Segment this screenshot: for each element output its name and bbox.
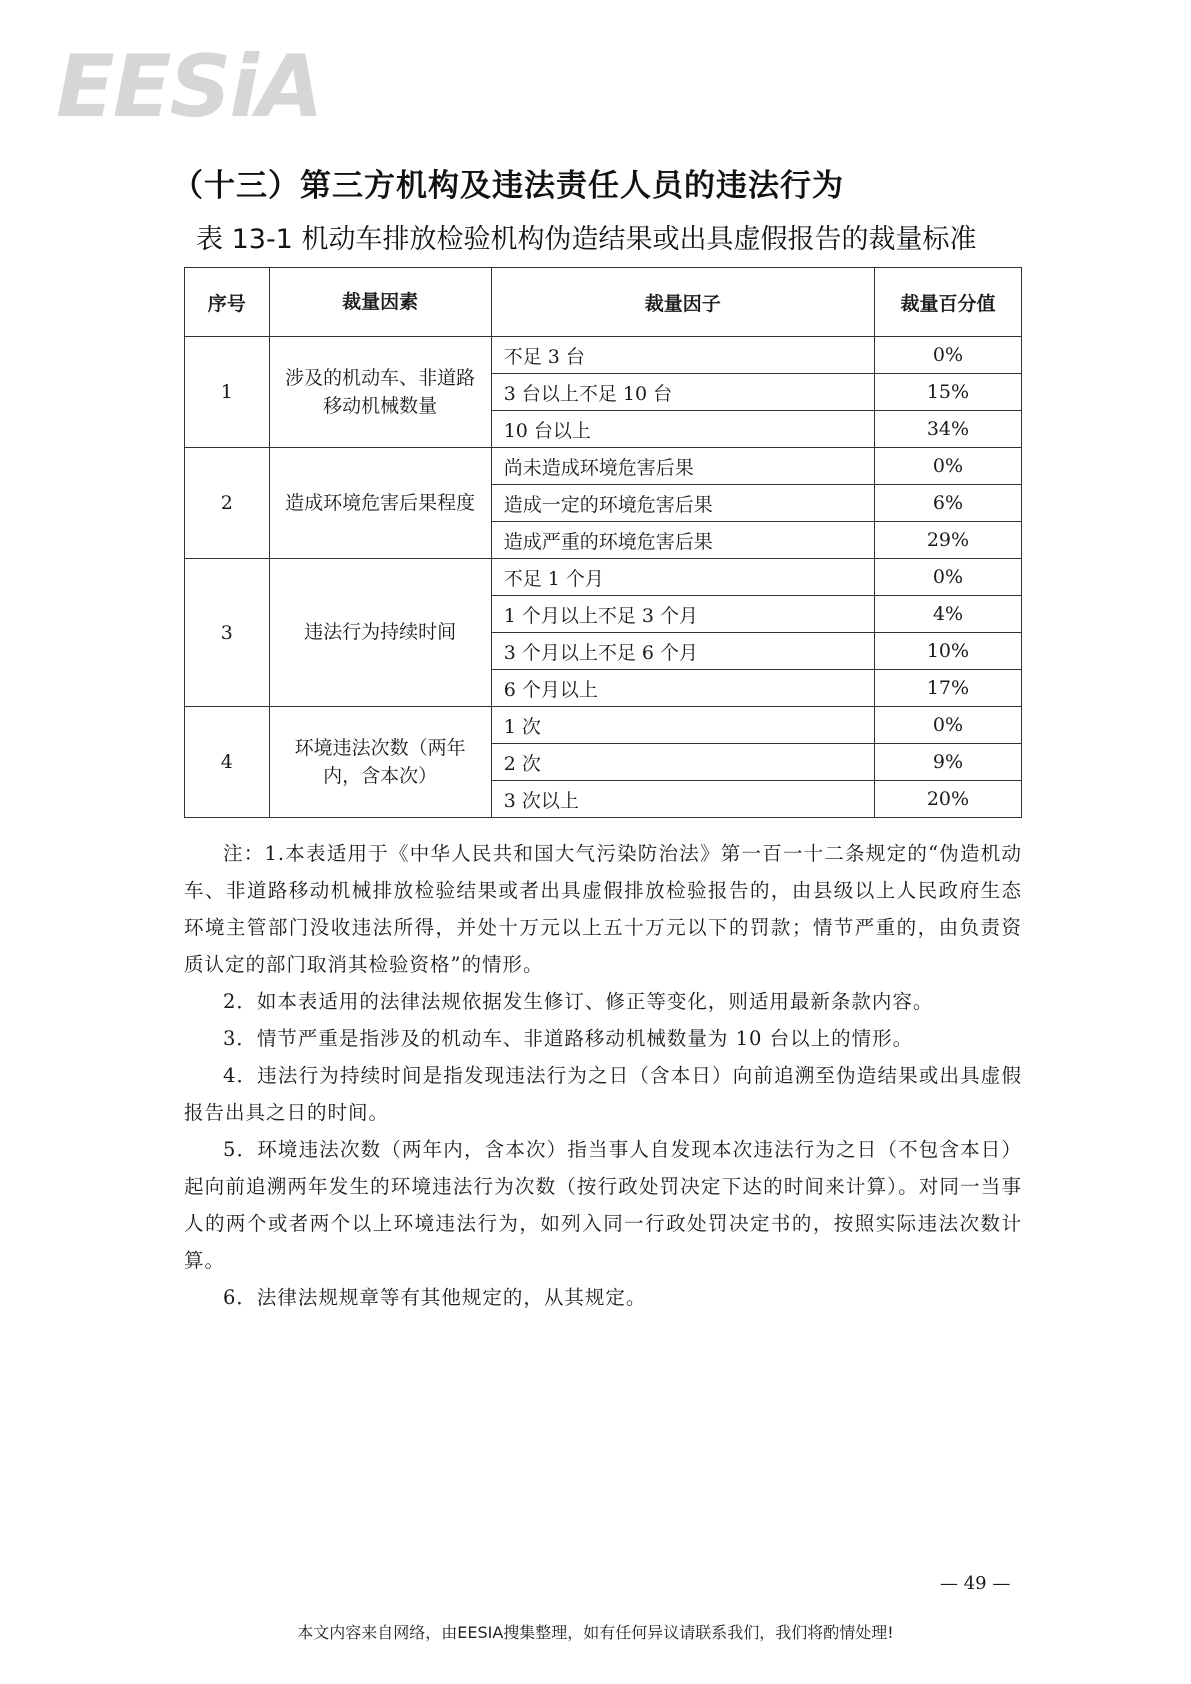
note-4: 4．违法行为持续时间是指发现违法行为之日（含本日）向前追溯至伪造结果或出具虚假报告出具之日的时间。	[184, 1064, 1022, 1124]
sub-factor-cell: 不足 3 台	[491, 337, 874, 374]
table-notes	[184, 835, 1022, 1316]
sub-factor-cell: 2 次	[491, 744, 874, 781]
group-factor: 涉及的机动车、非道路移动机械数量	[269, 337, 491, 448]
sub-factor-cell: 1 次	[491, 707, 874, 744]
percentage-cell: 0%	[874, 448, 1021, 485]
sub-factor-cell: 10 台以上	[491, 411, 874, 448]
sub-factor-cell: 尚未造成环境危害后果	[491, 448, 874, 485]
percentage-cell: 34%	[874, 411, 1021, 448]
note-3: 3．情节严重是指涉及的机动车、非道路移动机械数量为 10 台以上的情形。	[223, 1027, 914, 1050]
group-factor: 造成环境危害后果程度	[269, 448, 491, 559]
group-index: 2	[185, 448, 270, 559]
percentage-cell: 6%	[874, 485, 1021, 522]
eesia-logo: EESiA	[56, 37, 322, 137]
group-factor: 环境违法次数（两年内，含本次）	[269, 707, 491, 818]
table-row	[185, 707, 1022, 744]
table-row	[185, 448, 1022, 485]
group-index: 3	[185, 559, 270, 707]
percentage-cell: 10%	[874, 633, 1021, 670]
percentage-cell: 15%	[874, 374, 1021, 411]
percentage-cell: 17%	[874, 670, 1021, 707]
note-6: 6．法律法规规章等有其他规定的，从其规定。	[223, 1286, 647, 1309]
header-percentage: 裁量百分值	[874, 268, 1021, 337]
percentage-cell: 0%	[874, 559, 1021, 596]
table-row	[185, 559, 1022, 596]
sub-factor-cell: 造成严重的环境危害后果	[491, 522, 874, 559]
sub-factor-cell: 3 个月以上不足 6 个月	[491, 633, 874, 670]
table-caption: 表 13-1 机动车排放检验机构伪造结果或出具虚假报告的裁量标准	[196, 224, 977, 255]
group-index: 4	[185, 707, 270, 818]
header-sub-factor: 裁量因子	[491, 268, 874, 337]
percentage-cell: 9%	[874, 744, 1021, 781]
note-5: 5．环境违法次数（两年内，含本次）指当事人自发现本次违法行为之日（不包含本日）起向前追溯两年发生的环境违法行为次数（按行政处罚决定下达的时间来计算）。对同一当事人的两个或者两个以上环境违法行为，如列入同一行政处罚决定书的，按照实际违法次数计算。	[184, 1138, 1022, 1272]
table-header-row	[185, 268, 1022, 337]
group-index: 1	[185, 337, 270, 448]
note-1: 注：1.本表适用于《中华人民共和国大气污染防治法》第一百一十二条规定的“伪造机动车、非道路移动机械排放检验结果或者出具虚假排放检验报告的，由县级以上人民政府生态环境主管部门没收违法所得，并处十万元以上五十万元以下的罚款；情节严重的，由负责资质认定的部门取消其检验资格”的情形。	[184, 842, 1022, 976]
sub-factor-cell: 3 次以上	[491, 781, 874, 818]
sub-factor-cell: 不足 1 个月	[491, 559, 874, 596]
group-factor: 违法行为持续时间	[269, 559, 491, 707]
section-title: （十三）第三方机构及违法责任人员的违法行为	[172, 168, 844, 204]
sub-factor-cell: 6 个月以上	[491, 670, 874, 707]
percentage-cell: 0%	[874, 337, 1021, 374]
sub-factor-cell: 1 个月以上不足 3 个月	[491, 596, 874, 633]
discretion-standard-table	[184, 267, 1022, 818]
header-index: 序号	[185, 268, 270, 337]
percentage-cell: 29%	[874, 522, 1021, 559]
table-row	[185, 337, 1022, 374]
page-number: — 49 —	[940, 1573, 1011, 1594]
percentage-cell: 0%	[874, 707, 1021, 744]
sub-factor-cell: 3 台以上不足 10 台	[491, 374, 874, 411]
percentage-cell: 4%	[874, 596, 1021, 633]
footer-disclaimer: 本文内容来自网络，由EESIA搜集整理，如有任何异议请联系我们，我们将酌情处理!	[297, 1623, 894, 1642]
header-factor: 裁量因素	[269, 268, 491, 337]
sub-factor-cell: 造成一定的环境危害后果	[491, 485, 874, 522]
note-2: 2．如本表适用的法律法规依据发生修订、修正等变化，则适用最新条款内容。	[223, 990, 934, 1013]
percentage-cell: 20%	[874, 781, 1021, 818]
